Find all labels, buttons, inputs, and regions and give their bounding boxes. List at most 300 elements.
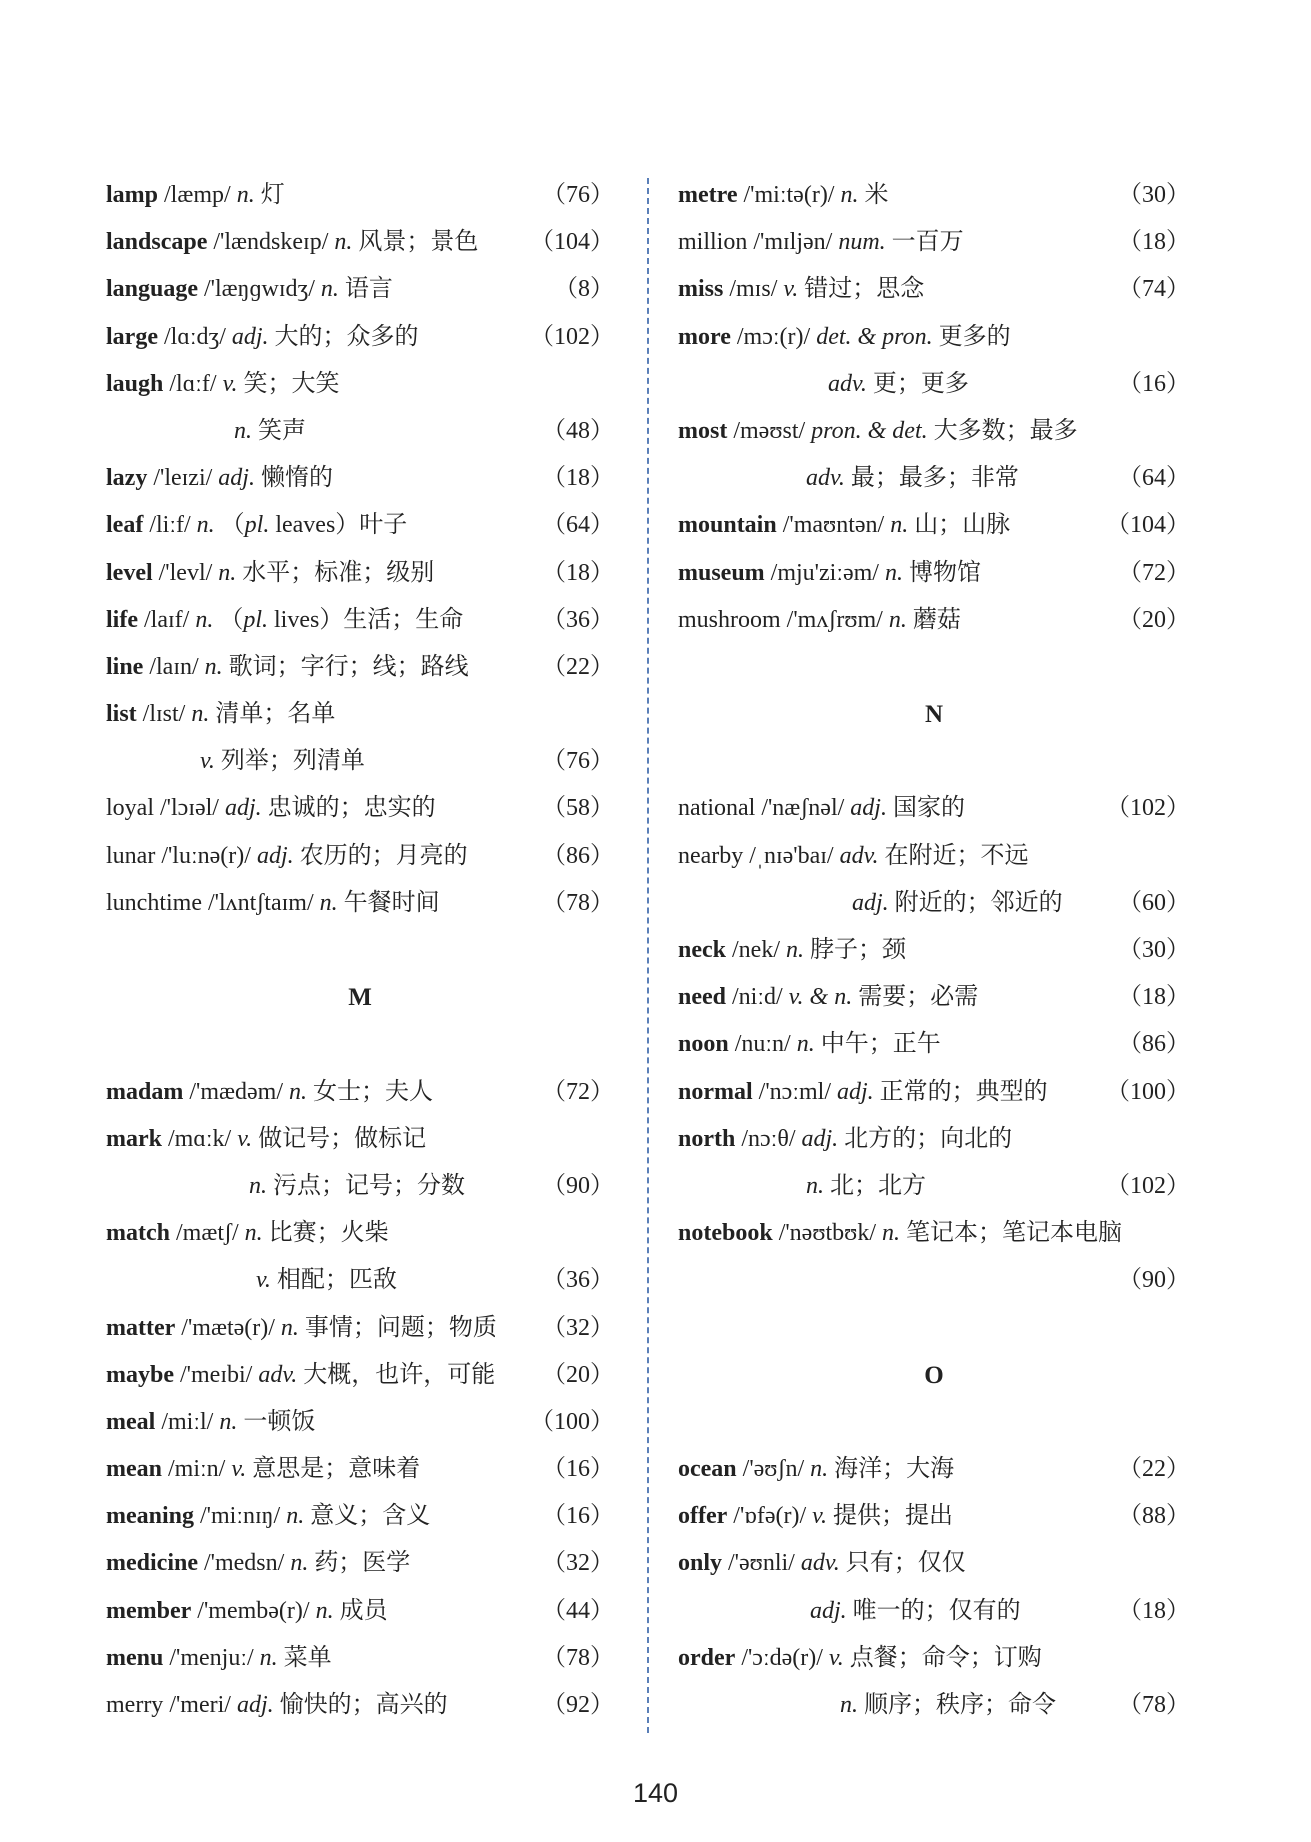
dictionary-entry	[106, 361, 614, 408]
part-of-speech: adj.	[810, 1597, 847, 1624]
headword: only	[678, 1550, 723, 1577]
entry-text	[106, 1540, 410, 1587]
headword: notebook	[678, 1220, 773, 1247]
page-reference: （16）	[542, 1456, 614, 1483]
dictionary-entry	[678, 408, 1190, 455]
part-of-speech: n.	[806, 1172, 824, 1199]
entry-text	[678, 266, 924, 313]
phonetic: /'lændskeɪp/	[207, 229, 335, 256]
entry-text	[678, 550, 981, 597]
dictionary-entry	[678, 1021, 1190, 1068]
dictionary-entry	[106, 833, 614, 880]
headword: line	[106, 653, 144, 680]
dictionary-entry	[106, 880, 614, 927]
headword: medicine	[106, 1550, 198, 1577]
page-reference: （36）	[542, 606, 614, 633]
definition: 顺序；秩序；命令	[858, 1692, 1056, 1718]
entry-text	[106, 1352, 495, 1399]
definition: 农历的；月亮的	[293, 842, 468, 869]
definition: 水平；标准；级别	[236, 559, 435, 586]
headword: order	[678, 1644, 736, 1671]
entry-text	[678, 1116, 1012, 1163]
page-reference: （18）	[1118, 229, 1190, 256]
entry-text	[678, 1682, 1056, 1729]
definition: 一百万	[885, 229, 964, 256]
headword: meal	[106, 1408, 156, 1435]
page-reference: （72）	[542, 1078, 614, 1105]
headword: million	[678, 229, 748, 256]
dictionary-entry	[106, 1540, 614, 1587]
definition: 米	[858, 182, 889, 208]
entry-continuation	[678, 1588, 1190, 1635]
headword: merry	[106, 1692, 164, 1718]
entry-continuation	[106, 1163, 614, 1210]
headword: noon	[678, 1031, 729, 1058]
headword: meaning	[106, 1503, 195, 1530]
blank-line	[678, 1399, 1190, 1446]
part-of-speech: v.	[812, 1503, 828, 1530]
definition: 午餐时间	[337, 889, 440, 916]
part-of-speech: adv.	[258, 1361, 298, 1388]
entry-text	[678, 1540, 966, 1587]
headword: mark	[106, 1125, 162, 1152]
phonetic: /'mætə(r)/	[175, 1314, 281, 1341]
phonetic: /liːf/	[143, 512, 197, 539]
part-of-speech: n.	[219, 1408, 238, 1435]
page-reference: （92）	[542, 1692, 614, 1718]
entry-text	[106, 644, 469, 691]
headword: madam	[106, 1078, 184, 1105]
definition: （	[213, 606, 244, 633]
part-of-speech: n.	[286, 1503, 305, 1530]
definition: 灯	[254, 182, 285, 208]
entry-text	[106, 1446, 420, 1493]
headword: need	[678, 984, 726, 1011]
dictionary-entry	[106, 1305, 614, 1352]
entry-text	[678, 172, 888, 219]
entry-text	[678, 927, 906, 974]
dictionary-entry	[678, 314, 1190, 361]
entry-continuation	[678, 361, 1190, 408]
dictionary-entry	[106, 1352, 614, 1399]
dictionary-entry	[678, 833, 1190, 880]
part-of-speech: adj.	[801, 1125, 839, 1152]
entry-text	[678, 1163, 926, 1210]
definition: 意思是；意味着	[246, 1456, 421, 1483]
phonetic: /'lʌntʃtaɪm/	[201, 889, 320, 916]
phonetic: /nɔːθ/	[735, 1125, 802, 1152]
dictionary-entry	[106, 1588, 614, 1635]
part-of-speech: v.	[828, 1644, 844, 1671]
left-column	[106, 172, 614, 1729]
page-reference: （30）	[1118, 937, 1190, 963]
headword: list	[106, 701, 137, 728]
part-of-speech: n.	[840, 182, 859, 208]
phonetic: /'əʊnli/	[722, 1550, 801, 1577]
entry-text	[678, 1446, 954, 1493]
part-of-speech: n.	[888, 606, 907, 633]
definition: 药；医学	[308, 1550, 411, 1577]
part-of-speech: adj.	[256, 842, 294, 869]
part-of-speech: n.	[320, 276, 339, 303]
definition: 一顿饭	[237, 1408, 316, 1435]
entry-text	[678, 1635, 1042, 1682]
part-of-speech: n.	[191, 701, 210, 728]
part-of-speech: num.	[838, 229, 886, 256]
definition: （	[214, 512, 245, 539]
phonetic: /lɑːdʒ/	[157, 323, 232, 350]
dictionary-entry	[106, 1446, 614, 1493]
part-of-speech: v.	[222, 370, 238, 397]
headword: mushroom	[678, 606, 781, 633]
phonetic: /miːn/	[162, 1456, 232, 1483]
definition: 山；山脉	[908, 512, 1011, 539]
dictionary-entry	[106, 644, 614, 691]
phonetic: /'ɒfə(r)/	[727, 1503, 813, 1530]
part-of-speech: adj.	[850, 795, 887, 822]
entry-text	[106, 1682, 448, 1729]
definition: 大概，也许，可能	[297, 1361, 496, 1388]
phonetic: /'meɪbi/	[174, 1361, 259, 1388]
entry-text	[106, 1305, 497, 1352]
definition: 大多数；最多	[927, 417, 1078, 444]
headword: nearby	[678, 842, 744, 869]
definition: 比赛；火柴	[262, 1220, 389, 1247]
dictionary-entry	[678, 785, 1190, 832]
plural-marker: pl.	[243, 606, 268, 633]
entry-text	[106, 1493, 430, 1540]
entry-continuation	[106, 1257, 614, 1304]
dictionary-entry	[678, 172, 1190, 219]
page-reference: （78）	[542, 889, 614, 916]
definition-cont: leaves）叶子	[269, 512, 408, 539]
dictionary-entry	[106, 785, 614, 832]
entry-text	[678, 1021, 941, 1068]
entry-text	[678, 314, 1011, 361]
entry-text	[106, 266, 393, 313]
page-reference: （78）	[1118, 1692, 1190, 1718]
entry-text	[106, 502, 407, 549]
entry-text	[678, 1210, 1122, 1257]
entry-text	[106, 691, 335, 738]
phonetic: /'nəʊtbʊk/	[772, 1220, 883, 1247]
headword: landscape	[106, 229, 208, 256]
entry-text	[678, 1069, 1048, 1116]
entry-text	[106, 1163, 465, 1210]
entry-text	[106, 785, 436, 832]
page-reference: （22）	[1118, 1456, 1190, 1483]
headword: north	[678, 1125, 736, 1152]
page-reference: （16）	[1118, 370, 1190, 397]
part-of-speech: adj.	[852, 889, 889, 916]
page-reference: （64）	[542, 512, 614, 539]
entry-text	[106, 833, 468, 880]
page-reference: （78）	[542, 1644, 614, 1671]
headword: mean	[106, 1456, 162, 1483]
dictionary-entry	[106, 266, 614, 313]
entry-text	[106, 219, 478, 266]
dictionary-entry	[106, 1069, 614, 1116]
headword: language	[106, 276, 199, 303]
definition: 脖子；颈	[804, 937, 906, 963]
entry-continuation	[106, 408, 614, 455]
page-reference: （74）	[1118, 276, 1190, 303]
part-of-speech: n.	[334, 229, 353, 256]
entry-text	[106, 1399, 315, 1446]
page-reference: （72）	[1118, 559, 1190, 586]
page-reference: （32）	[542, 1550, 614, 1577]
page-reference: （16）	[542, 1503, 614, 1530]
page-reference: （90）	[542, 1172, 614, 1199]
part-of-speech: n.	[280, 1314, 299, 1341]
phonetic: /'medsn/	[197, 1550, 291, 1577]
page-reference: （18）	[542, 465, 614, 492]
phonetic: /'mædəm/	[183, 1078, 289, 1105]
part-of-speech: n.	[249, 1172, 267, 1199]
definition: 错过；思念	[798, 276, 925, 303]
phonetic: /lɪst/	[136, 701, 192, 728]
page-reference: （100）	[530, 1408, 614, 1435]
headword: lunar	[106, 842, 156, 869]
headword: mountain	[678, 512, 777, 539]
phonetic: /məʊst/	[727, 417, 812, 444]
entry-text	[106, 550, 434, 597]
page-number: 140	[632, 1778, 679, 1808]
headword: leaf	[106, 512, 144, 539]
definition: 大的；众多的	[268, 323, 419, 350]
definition: 笑；大笑	[237, 370, 340, 397]
dictionary-entry	[678, 1116, 1190, 1163]
headword: metre	[678, 182, 738, 208]
definition: 博物馆	[902, 559, 981, 586]
definition: 相配；匹敌	[270, 1267, 397, 1294]
page-reference: （18）	[1118, 984, 1190, 1011]
entry-text	[106, 1257, 397, 1304]
definition: 唯一的；仅有的	[846, 1597, 1021, 1624]
entry-continuation	[678, 880, 1190, 927]
phonetic: /'nɔːml/	[752, 1078, 837, 1105]
definition: 国家的	[886, 795, 965, 822]
dictionary-entry	[678, 1540, 1190, 1587]
part-of-speech: adv.	[800, 1550, 840, 1577]
dictionary-entry	[678, 1257, 1190, 1304]
blank-line	[678, 1305, 1190, 1352]
phonetic: /nek/	[726, 937, 786, 963]
phonetic: /læmp/	[158, 182, 237, 208]
entry-text	[678, 502, 1010, 549]
phonetic: /mɔː(r)/	[730, 323, 817, 350]
phonetic: /miːl/	[155, 1408, 220, 1435]
headword: laugh	[106, 370, 164, 397]
definition-cont: lives）生活；生命	[267, 606, 464, 633]
entry-text	[678, 974, 978, 1021]
blank-line	[678, 738, 1190, 785]
dictionary-entry	[106, 172, 614, 219]
definition: 忠诚的；忠实的	[261, 795, 436, 822]
phonetic: /mɑːk/	[162, 1125, 238, 1152]
dictionary-entry	[678, 597, 1190, 644]
headword: life	[106, 606, 138, 633]
headword: level	[106, 559, 153, 586]
definition: 点餐；命令；订购	[843, 1644, 1042, 1671]
page-reference: （64）	[1118, 465, 1190, 492]
entry-text	[106, 455, 333, 502]
dictionary-entry	[678, 1210, 1190, 1257]
definition: 北方的；向北的	[838, 1125, 1013, 1152]
definition: 只有；仅仅	[839, 1550, 966, 1577]
entry-text	[106, 314, 419, 361]
phonetic: /niːd/	[726, 984, 789, 1011]
headword: match	[106, 1220, 170, 1247]
entry-text	[678, 455, 1019, 502]
phonetic: /'miːtə(r)/	[737, 182, 841, 208]
part-of-speech: n.	[810, 1456, 829, 1483]
headword: menu	[106, 1644, 164, 1671]
entry-text	[678, 785, 965, 832]
definition: 正常的；典型的	[873, 1078, 1048, 1105]
part-of-speech: n.	[196, 512, 215, 539]
headword: ocean	[678, 1456, 737, 1483]
phonetic: /'næʃnəl/	[755, 795, 851, 822]
dictionary-entry	[678, 219, 1190, 266]
phonetic: /'əʊʃn/	[736, 1456, 811, 1483]
part-of-speech: adj.	[224, 795, 262, 822]
right-column	[678, 172, 1190, 1729]
page-reference: （36）	[542, 1267, 614, 1294]
part-of-speech: det. & pron.	[816, 323, 933, 350]
page-reference: （90）	[1118, 1267, 1190, 1294]
entry-continuation	[106, 738, 614, 785]
dictionary-entry	[106, 1399, 614, 1446]
dictionary-entry	[106, 550, 614, 597]
entry-text	[106, 738, 365, 785]
phonetic: /'mɪljən/	[747, 229, 839, 256]
definition: 女士；夫人	[307, 1078, 433, 1105]
part-of-speech: n.	[204, 653, 223, 680]
headword: national	[678, 795, 756, 822]
part-of-speech: n.	[884, 559, 903, 586]
page-reference: （76）	[542, 182, 614, 208]
page-reference: （104）	[1106, 512, 1190, 539]
page-reference: （20）	[1118, 606, 1190, 633]
headword: lunchtime	[106, 889, 202, 916]
headword: normal	[678, 1078, 753, 1105]
phonetic: /'lɔɪəl/	[154, 795, 225, 822]
page-reference: （18）	[1118, 1597, 1190, 1624]
page-reference: （76）	[542, 748, 614, 775]
definition: 语言	[338, 276, 393, 303]
dictionary-entry	[678, 266, 1190, 313]
part-of-speech: adj.	[837, 1078, 874, 1105]
phonetic: /'levl/	[152, 559, 219, 586]
headword: loyal	[106, 795, 154, 822]
phonetic: /laɪf/	[137, 606, 196, 633]
page-reference: （30）	[1118, 182, 1190, 208]
page-reference: （60）	[1118, 889, 1190, 916]
headword: lazy	[106, 465, 148, 492]
headword: matter	[106, 1314, 176, 1341]
part-of-speech: n.	[315, 1597, 334, 1624]
dictionary-entry	[106, 455, 614, 502]
dictionary-entry	[106, 691, 614, 738]
definition: 笔记本；笔记本电脑	[900, 1220, 1123, 1247]
definition: 附近的；邻近的	[888, 889, 1063, 916]
part-of-speech: adj.	[236, 1692, 274, 1718]
definition: 蘑菇	[906, 606, 961, 633]
part-of-speech: adj.	[218, 465, 255, 492]
part-of-speech: n.	[195, 606, 214, 633]
page-reference: （102）	[1106, 795, 1190, 822]
definition: 事情；问题；物质	[298, 1314, 497, 1341]
entry-text	[106, 597, 463, 644]
entry-text	[106, 408, 306, 455]
definition: 污点；记号；分数	[267, 1172, 465, 1199]
dictionary-entry	[678, 1635, 1190, 1682]
headword: museum	[678, 559, 765, 586]
section-letter: N	[924, 701, 944, 729]
phonetic: /'meri/	[163, 1692, 237, 1718]
dictionary-entry	[106, 219, 614, 266]
entry-continuation	[678, 1682, 1190, 1729]
page-reference: （104）	[530, 229, 614, 256]
dictionary-entry	[106, 1493, 614, 1540]
blank-line	[678, 644, 1190, 691]
dictionary-entry	[106, 1116, 614, 1163]
phonetic: /'menjuː/	[163, 1644, 260, 1671]
part-of-speech: n.	[319, 889, 338, 916]
definition: 更多的	[932, 323, 1011, 350]
plural-marker: pl.	[244, 512, 270, 539]
definition: 歌词；字行；线；路线	[222, 653, 469, 680]
page-reference: （8）	[554, 276, 614, 303]
definition: 菜单	[277, 1644, 332, 1671]
dictionary-entry	[678, 974, 1190, 1021]
phonetic: /'luːnə(r)/	[155, 842, 257, 869]
phonetic: /mætʃ/	[169, 1220, 245, 1247]
entry-text	[678, 880, 1063, 927]
entry-text	[106, 1116, 426, 1163]
definition: 最；最多；非常	[844, 465, 1019, 492]
phonetic: /'leɪzi/	[147, 465, 219, 492]
part-of-speech: n.	[236, 182, 255, 208]
page-reference: （86）	[1118, 1031, 1190, 1058]
dictionary-entry	[678, 1446, 1190, 1493]
headword: member	[106, 1597, 192, 1624]
definition: 风景；景色	[352, 229, 479, 256]
dictionary-entry	[106, 1635, 614, 1682]
entry-text	[678, 361, 969, 408]
column-divider	[647, 178, 649, 1733]
part-of-speech: v.	[256, 1267, 271, 1294]
phonetic: /mɪs/	[723, 276, 784, 303]
definition: 成员	[333, 1597, 388, 1624]
dictionary-entry	[678, 1069, 1190, 1116]
part-of-speech: n.	[290, 1550, 309, 1577]
phonetic: /'maʊntən/	[776, 512, 891, 539]
entry-continuation	[678, 1163, 1190, 1210]
part-of-speech: adv.	[806, 465, 845, 492]
definition: 意义；含义	[304, 1503, 431, 1530]
section-letter: M	[348, 984, 372, 1012]
blank-line	[106, 1021, 614, 1068]
definition: 提供；提出	[827, 1503, 954, 1530]
definition: 做记号；做标记	[252, 1125, 427, 1152]
entry-text	[678, 219, 964, 266]
definition: 海洋；大海	[828, 1456, 955, 1483]
entry-text	[106, 1210, 389, 1257]
part-of-speech: pron. & det.	[811, 417, 928, 444]
entry-text	[106, 172, 285, 219]
